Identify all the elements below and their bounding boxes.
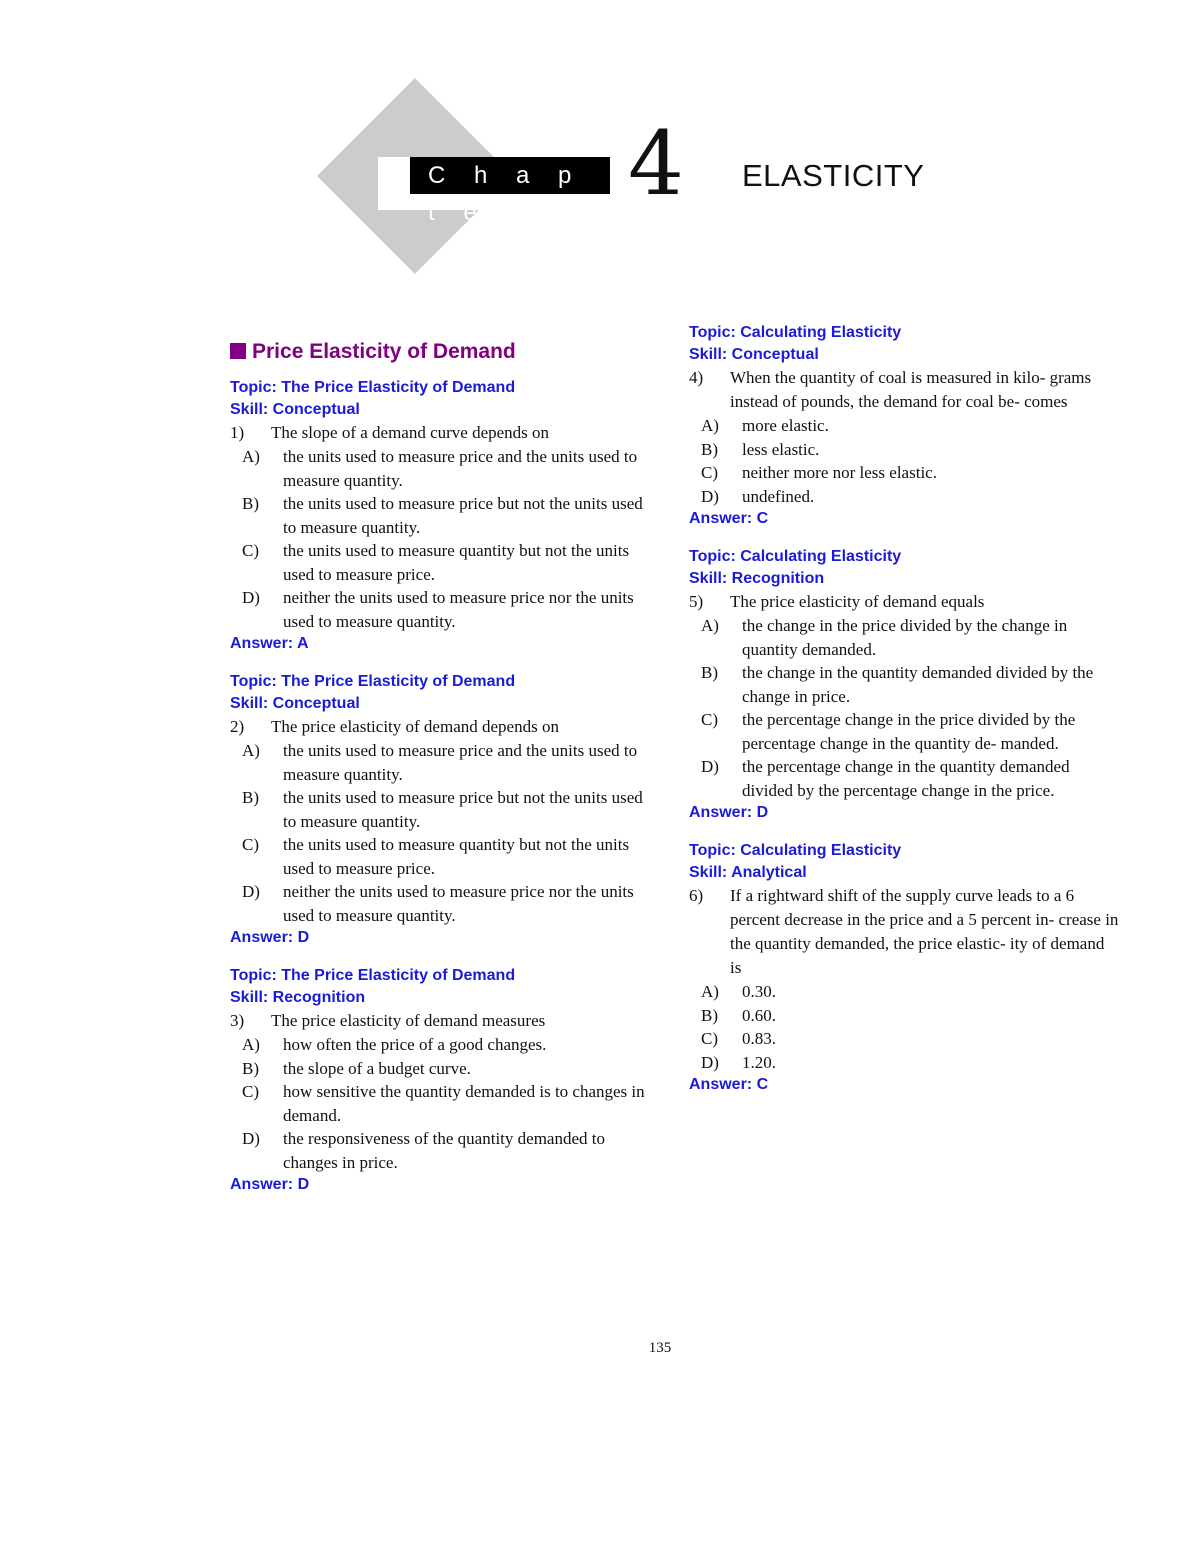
topic-label: Topic: Calculating Elasticity [689, 324, 902, 341]
question-stem [230, 421, 660, 445]
answer-option [689, 661, 1119, 708]
answer-key: Answer: D [230, 929, 310, 946]
skill-label: Skill: Recognition [689, 570, 825, 587]
option-label: A) [701, 416, 719, 435]
question-stem [230, 715, 660, 739]
answer-option [230, 492, 660, 539]
answer-option [689, 1051, 1119, 1075]
chapter-title: ELASTICITY [742, 158, 925, 193]
question-block [689, 840, 1119, 1096]
option-label: D) [701, 1052, 719, 1072]
option-label: D) [242, 882, 260, 901]
question-stem [230, 1009, 660, 1033]
question-text: The price elasticity of demand depends on [271, 717, 559, 736]
answer-key: Answer: C [689, 1076, 769, 1093]
page-number: 135 [648, 1340, 672, 1356]
option-label: B) [701, 1005, 718, 1025]
option-label: C) [242, 835, 259, 854]
option-text: the units used to measure price and the units used to measure quantity. [283, 447, 638, 490]
question-text: The slope of a demand curve depends on [271, 423, 550, 442]
option-label: D) [242, 588, 260, 607]
option-text: less elastic. [742, 439, 820, 459]
question-number: 4) [689, 368, 704, 387]
question-text: If a rightward shift of the supply curve leads to a 6 percent decrease in the price and a 5 percent in- crease in the quantity demanded, the price elastic- ity of demand is [730, 886, 1119, 977]
option-label: B) [701, 439, 718, 459]
option-text: the units used to measure quantity but not the units used to measure price. [283, 835, 630, 878]
option-text: 1.20. [742, 1052, 776, 1072]
topic-label: Topic: The Price Elasticity of Demand [230, 379, 516, 396]
question-list-left [230, 377, 660, 1196]
question-number: 6) [689, 886, 704, 905]
skill-label: Skill: Conceptual [230, 695, 360, 712]
option-text: how often the price of a good changes. [283, 1035, 547, 1054]
option-label: C) [701, 710, 718, 729]
question-block [230, 377, 660, 655]
question-block [230, 671, 660, 949]
answer-option [230, 833, 660, 880]
question-text: When the quantity of coal is measured in kilo- grams instead of pounds, the demand for coal be- comes [730, 368, 1092, 411]
option-text: 0.30. [742, 982, 776, 1001]
answer-option [230, 739, 660, 786]
option-text: the units used to measure price but not the units used to measure quantity. [283, 788, 643, 831]
option-label: C) [701, 1029, 718, 1048]
option-text: the change in the price divided by the change in quantity demanded. [742, 616, 1068, 659]
option-label: C) [242, 541, 259, 560]
answer-key: Answer: D [689, 804, 769, 821]
answer-option [689, 414, 1119, 438]
option-label: D) [701, 757, 719, 776]
option-text: the units used to measure price but not the units used to measure quantity. [283, 494, 643, 537]
question-block [230, 965, 660, 1196]
option-text: neither the units used to measure price nor the units used to measure quantity. [283, 588, 634, 631]
option-label: D) [242, 1129, 260, 1148]
option-label: B) [242, 788, 259, 807]
topic-label: Topic: Calculating Elasticity [689, 548, 902, 565]
option-label: C) [701, 463, 718, 482]
option-text: 0.60. [742, 1005, 776, 1025]
section-heading [230, 340, 660, 364]
question-number: 1) [230, 423, 245, 442]
answer-option [230, 880, 660, 927]
answer-option [689, 1027, 1119, 1051]
option-text: the units used to measure quantity but not the units used to measure price. [283, 541, 630, 584]
option-text: the change in the quantity demanded divided by the change in price. [742, 663, 1094, 706]
option-label: A) [701, 982, 719, 1001]
answer-option [689, 485, 1119, 509]
answer-option [230, 445, 660, 492]
option-text: neither the units used to measure price nor the units used to measure quantity. [283, 882, 634, 925]
question-text: The price elasticity of demand equals [730, 592, 985, 611]
answer-key: Answer: D [230, 1176, 310, 1193]
option-text: the percentage change in the quantity demanded divided by the percentage change in the price. [742, 757, 1070, 800]
answer-option [689, 980, 1119, 1004]
question-stem [689, 366, 1119, 414]
answer-option [689, 755, 1119, 802]
section-bullet-icon [230, 343, 246, 359]
answer-option [689, 708, 1119, 755]
topic-label: Topic: The Price Elasticity of Demand [230, 673, 516, 690]
topic-label: Topic: The Price Elasticity of Demand [230, 967, 516, 984]
option-text: neither more nor less elastic. [742, 463, 937, 482]
question-block [689, 546, 1119, 824]
question-number: 2) [230, 717, 245, 736]
skill-label: Skill: Analytical [689, 864, 807, 881]
question-block [689, 322, 1119, 530]
answer-option [689, 614, 1119, 661]
answer-key: Answer: A [230, 635, 309, 652]
question-number: 3) [230, 1011, 245, 1030]
option-label: C) [242, 1082, 259, 1101]
right-column [689, 322, 1119, 1112]
section-title: Price Elasticity of Demand [252, 340, 516, 363]
option-text: the percentage change in the price divided by the percentage change in the quantity de- manded. [742, 710, 1076, 753]
option-label: A) [242, 741, 260, 760]
question-list-right [689, 322, 1119, 1096]
skill-label: Skill: Conceptual [689, 346, 819, 363]
skill-label: Skill: Recognition [230, 989, 366, 1006]
option-text: how sensitive the quantity demanded is to changes in demand. [283, 1082, 645, 1125]
option-label: A) [701, 616, 719, 635]
answer-key: Answer: C [689, 510, 769, 527]
option-label: A) [242, 1035, 260, 1054]
answer-option [230, 1033, 660, 1057]
option-text: 0.83. [742, 1029, 776, 1048]
question-number: 5) [689, 592, 704, 611]
option-label: A) [242, 447, 260, 466]
answer-option [230, 1080, 660, 1127]
question-stem [689, 590, 1119, 614]
option-text: undefined. [742, 486, 815, 506]
answer-option [230, 1127, 660, 1174]
answer-option [689, 461, 1119, 485]
answer-option [230, 539, 660, 586]
question-text: The price elasticity of demand measures [271, 1011, 546, 1030]
option-text: the slope of a budget curve. [283, 1058, 471, 1078]
answer-option [230, 786, 660, 833]
answer-option [689, 438, 1119, 462]
option-label: D) [701, 486, 719, 506]
chapter-label: C h a p t e r [410, 157, 610, 194]
answer-option [230, 586, 660, 633]
option-label: B) [242, 494, 259, 513]
chapter-number: 4 [628, 112, 684, 215]
skill-label: Skill: Conceptual [230, 401, 360, 418]
option-label: B) [701, 663, 718, 682]
option-text: the responsiveness of the quantity demanded to changes in price. [283, 1129, 605, 1172]
answer-option [230, 1057, 660, 1081]
option-text: the units used to measure price and the units used to measure quantity. [283, 741, 638, 784]
topic-label: Topic: Calculating Elasticity [689, 842, 902, 859]
option-label: B) [242, 1058, 259, 1078]
left-column [230, 340, 660, 1212]
option-text: more elastic. [742, 416, 829, 435]
answer-option [689, 1004, 1119, 1028]
question-stem [689, 884, 1119, 980]
